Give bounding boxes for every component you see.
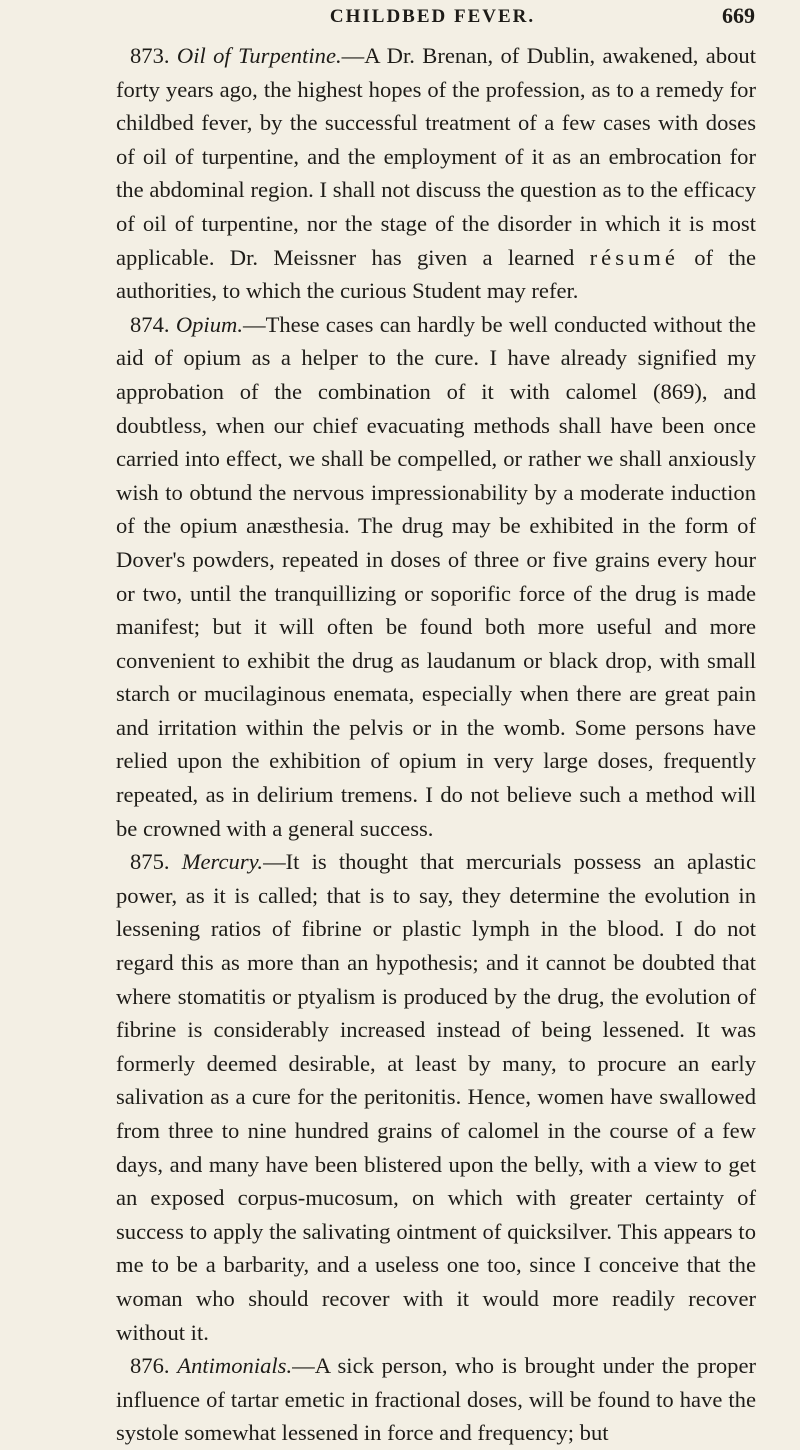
section-heading-oil-of-turpentine: Oil of Turpentine. bbox=[176, 43, 342, 68]
paragraph-874 bbox=[116, 308, 756, 846]
section-heading-opium: Opium. bbox=[175, 311, 243, 337]
paragraph-number: 875. bbox=[130, 849, 170, 875]
paragraph-873 bbox=[116, 39, 756, 308]
body-text bbox=[116, 39, 756, 1450]
running-head: CHILDBED FEVER. bbox=[329, 6, 536, 27]
paragraph-text: —A Dr. Brenan, of Dublin, awakened, about forty years ago, the highest hopes of the profession, as to a remedy for childbed fever, by the successful treatment of a few cases with doses of oil of turpentine, and the employment of it as an embrocation for the abdominal region. I shall not discuss the question as to the efficacy of oil of turpentine, nor the stage of the disorder in which it is most applicable. Dr. Meissner has given a learned bbox=[116, 43, 756, 270]
paragraph-text: —A sick person, who is brought under the proper influence of tartar emetic in fractional doses, will be found to have the systole somewhat lessened in force and frequency; but bbox=[116, 1353, 756, 1446]
paragraph-875 bbox=[116, 845, 756, 1349]
paragraph-text-continued: of the authorities, to which the curious Student may refer. bbox=[116, 244, 756, 304]
section-heading-mercury: Mercury. bbox=[181, 849, 264, 875]
page-header bbox=[110, 2, 755, 36]
paragraph-text: —These cases can hardly be well conducted without the aid of opium as a helper to the cure. I have already signified my approbation of the combination of it with calomel (869), and doubtless, when our chief evacuating methods shall have been once carried into effect, we shall be compelled, or rather we shall anxiously wish to obtund the nervous impressionability by a moderate induction of the opium anæsthesia. The drug may be exhibited in the form of Dover's powders, repeated in doses of three or five grains every hour or two, until the tranquillizing or soporific force of the drug is made manifest; but it will often be found both more useful and more convenient to exhibit the drug as laudanum or black drop, with small starch or mucilaginous enemata, especially when there are great pain and irritation within the pelvis or in the womb. Some persons have relied upon the exhibition of opium in very large doses, frequently repeated, as in delirium tremens. I do not believe such a method will be crowned with a general success. bbox=[116, 311, 756, 841]
paragraph-text: —It is thought that mercurials possess an aplastic power, as it is called; that is to say, they determine the evolution in lessening ratios of fibrine or plastic lymph in the blood. I do not regard this as more than an hypothesis; and it cannot be doubted that where stomatitis or ptyalism is produced by the drug, the evolution of fibrine is considerably increased instead of being lessened. It was formerly deemed desirable, at least by many, to procure an early salivation as a cure for the peritonitis. Hence, women have swallowed from three to nine hundred grains of calomel in the course of a few days, and many have been blistered upon the belly, with a view to get an exposed corpus-mucosum, on which with greater certainty of success to apply the salivating ointment of quicksilver. This appears to me to be a barbarity, and a useless one too, since I conceive that the woman who should recover with it would more readily recover without it. bbox=[116, 849, 756, 1345]
section-heading-antimonials: Antimonials. bbox=[177, 1353, 293, 1379]
paragraph-number: 874. bbox=[130, 311, 170, 337]
paragraph-number: 876. bbox=[130, 1353, 170, 1379]
page-number: 669 bbox=[722, 3, 755, 28]
paragraph-number: 873. bbox=[130, 43, 170, 68]
spaced-word-resume: résumé bbox=[589, 244, 679, 270]
paragraph-876 bbox=[116, 1349, 756, 1450]
